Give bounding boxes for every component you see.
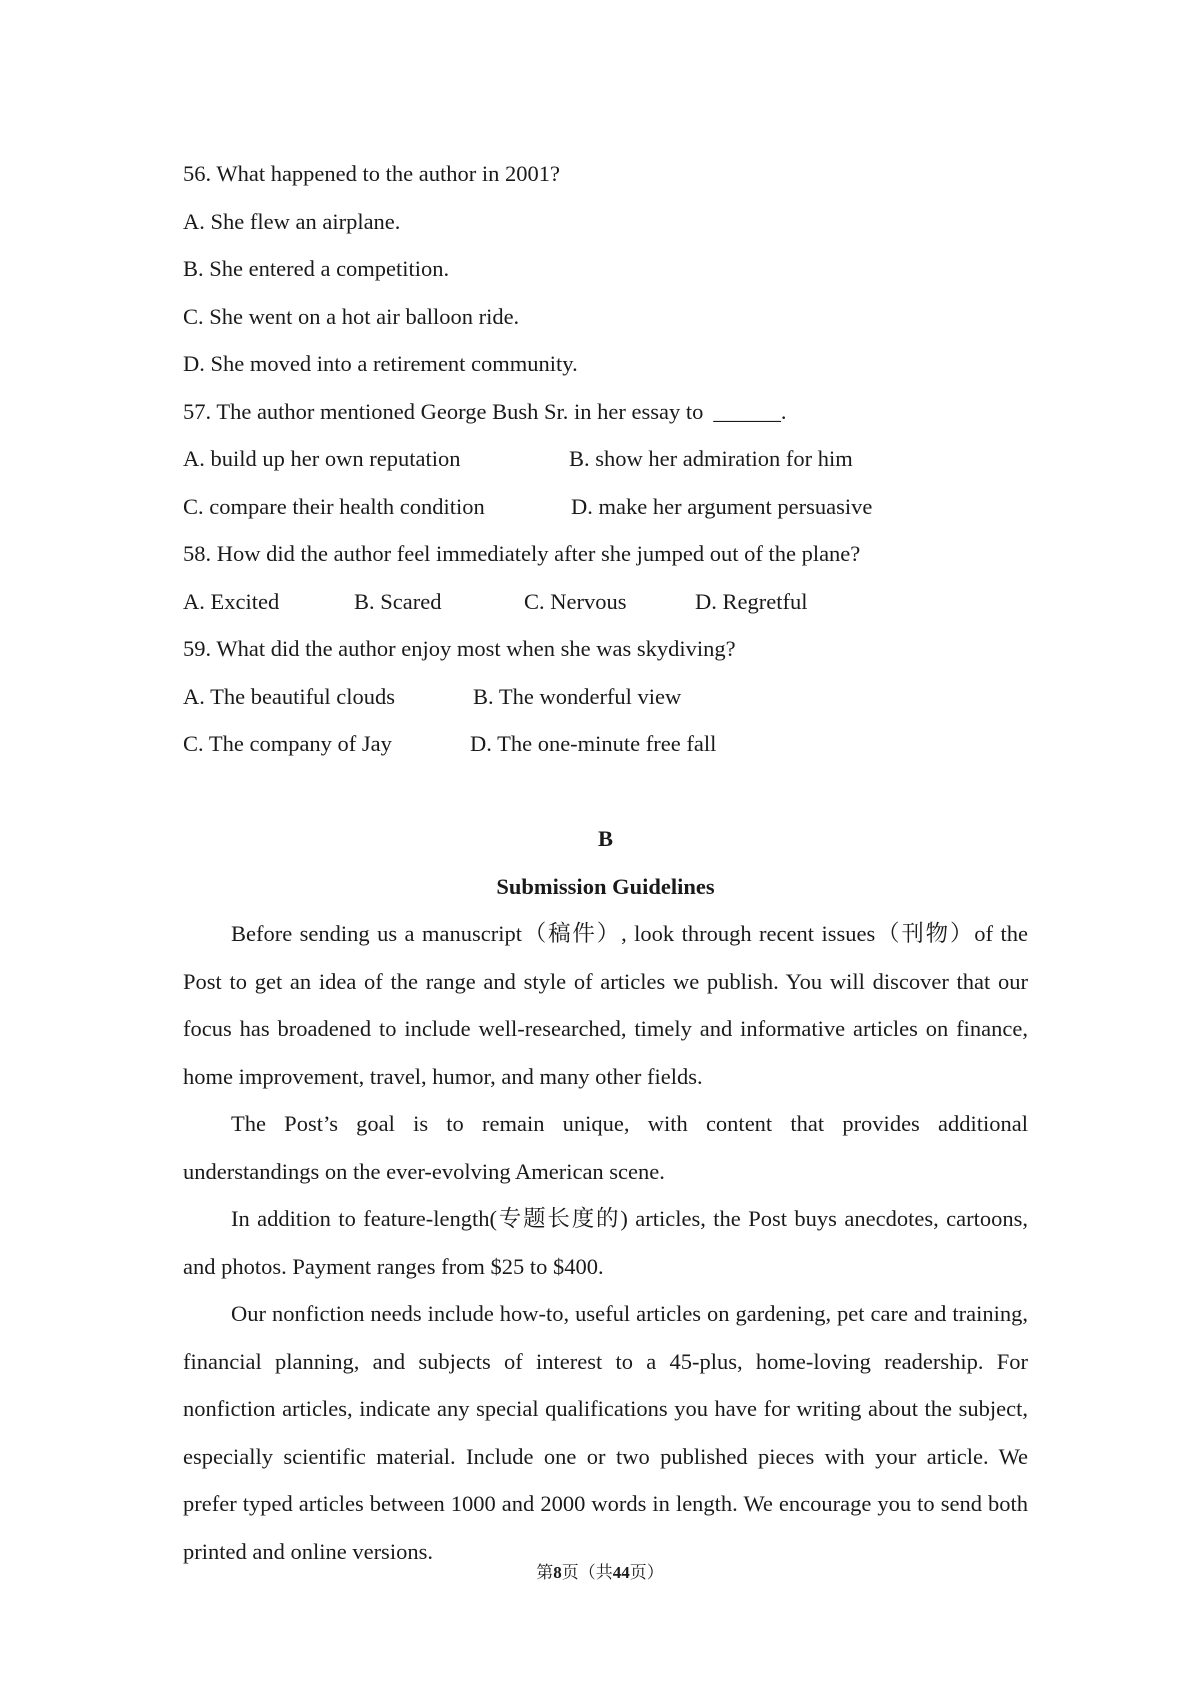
question-56: 56. What happened to the author in 2001?: [183, 161, 560, 186]
paragraph-2: The Post’s goal is to remain unique, with content that provides additional understandings on the ever-evolving American scene.: [183, 1111, 1028, 1184]
section-letter: B: [597, 826, 613, 851]
footer-prefix: 第: [536, 1563, 554, 1582]
footer-suffix: 页）: [629, 1563, 664, 1582]
question-59: 59. What did the author enjoy most when she was skydiving?: [183, 636, 736, 661]
q58-option-c: C. Nervous: [524, 588, 627, 614]
q57-option-d: D. make her argument persuasive: [571, 493, 873, 519]
q56-option-a: A. She flew an airplane.: [183, 208, 401, 234]
paragraph-3: In addition to feature-length(专题长度的) articles, the Post buys anecdotes, cartoons, and photos. Payment ranges from $25 to $400.: [183, 1206, 1028, 1279]
q56-option-c: C. She went on a hot air balloon ride.: [183, 303, 520, 329]
question-57: [183, 388, 1028, 436]
paragraph-4: Our nonfiction needs include how-to, useful articles on gardening, pet care and training, financial planning, and subjects of interest to a 45-plus, home-loving readership. For nonfiction articles, indicate any special qualifications you have for writing about the subject, especially scientific material. Include one or two published pieces with your article. We prefer typed articles between 1000 and 2000 words in length. We encourage you to send both printed and online versions.: [183, 1301, 1028, 1564]
q57-option-c: C. compare their health condition: [183, 493, 485, 519]
q59-options-row-2: [183, 720, 1028, 768]
q58-option-d: D. Regretful: [695, 588, 808, 614]
q59-options-row-1: [183, 673, 1028, 721]
q59-option-a: A. The beautiful clouds: [183, 683, 396, 709]
q57-text: 57. The author mentioned George Bush Sr. in her essay to: [183, 398, 704, 424]
exam-page: [183, 150, 1028, 1575]
q57-options-row-1: [183, 435, 1028, 483]
q58-options-row: [183, 578, 1028, 626]
q57-option-a: A. build up her own reputation: [183, 446, 461, 471]
page-footer: [0, 1558, 1200, 1583]
q56-option-d: D. She moved into a retirement community.: [183, 351, 578, 376]
q58-option-a: A. Excited: [183, 588, 280, 614]
question-58: 58. How did the author feel immediately after she jumped out of the plane?: [183, 541, 861, 566]
paragraph-1: Before sending us a manuscript（稿件）, look through recent issues（刊物）of the Post to get an idea of the range and style of articles we publish. You will discover that our focus has broadened to include well-researched, timely and informative articles on finance, home improvement, travel, humor, and many other fields.: [183, 921, 1028, 1089]
footer-page-number: 8: [553, 1563, 562, 1582]
q56-option-b: B. She entered a competition.: [183, 256, 450, 281]
q59-option-d: D. The one-minute free fall: [470, 731, 717, 756]
q59-option-b: B. The wonderful view: [473, 683, 682, 709]
footer-total-pages: 44: [612, 1563, 630, 1582]
q57-option-b: B. show her admiration for him: [569, 446, 853, 471]
q57-options-row-2: [183, 483, 1028, 531]
q57-blank: ______.: [713, 398, 787, 424]
q59-option-c: C. The company of Jay: [183, 731, 392, 756]
section-title: Submission Guidelines: [496, 873, 715, 899]
q58-option-b: B. Scared: [354, 588, 442, 614]
footer-middle: 页（共: [561, 1563, 613, 1582]
